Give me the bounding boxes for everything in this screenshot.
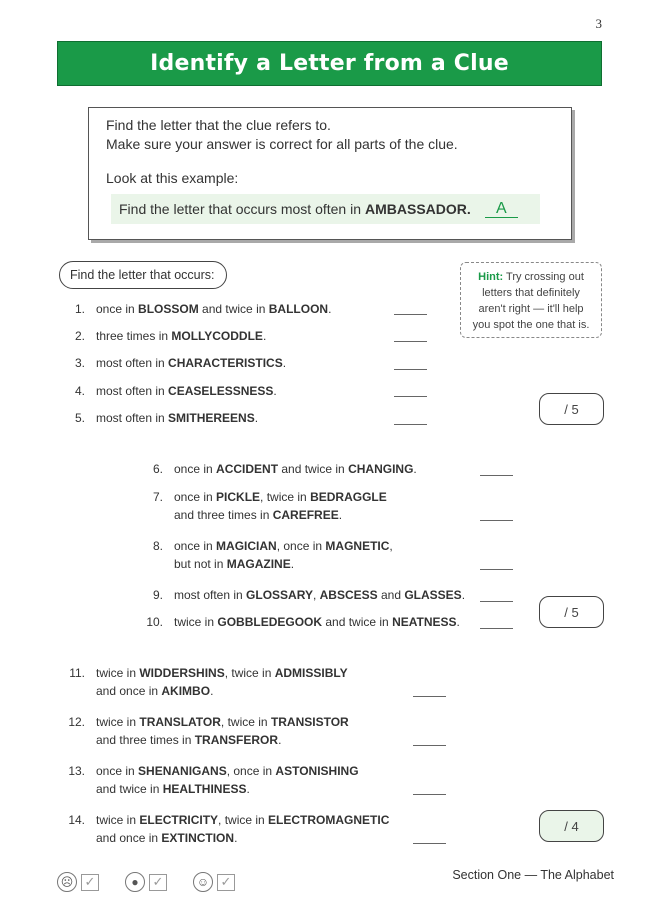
question-text: twice in TRANSLATOR, twice in TRANSISTOR and three times in TRANSFEROR. bbox=[96, 715, 349, 747]
question-number: 1. bbox=[74, 302, 85, 316]
answer-blank-3[interactable] bbox=[394, 369, 427, 370]
example-text: Find the letter that occurs most often in bbox=[119, 200, 362, 217]
example-word: AMBASSADOR. bbox=[365, 200, 471, 217]
checkbox-icon[interactable]: ✓ bbox=[81, 874, 99, 891]
title-bar bbox=[57, 41, 602, 86]
answer-blank-6[interactable] bbox=[480, 475, 513, 476]
checkbox-icon[interactable]: ✓ bbox=[217, 874, 235, 891]
rating-happy[interactable] bbox=[193, 872, 235, 892]
question-number: 3. bbox=[74, 356, 85, 370]
section-footer: Section One — The Alphabet bbox=[452, 868, 614, 882]
answer-blank-14[interactable] bbox=[413, 843, 446, 844]
score-box-2: / 5 bbox=[539, 596, 604, 628]
answer-blank-5[interactable] bbox=[394, 424, 427, 425]
page-number: 3 bbox=[595, 16, 602, 31]
question-number: 7. bbox=[152, 490, 163, 504]
question-text: twice in GOBBLEDEGOOK and twice in NEATNESS. bbox=[174, 615, 460, 629]
example-answer: A bbox=[485, 200, 518, 218]
question-number: 14. bbox=[68, 813, 85, 827]
question-number: 10. bbox=[146, 615, 163, 629]
question-prompt-label: Find the letter that occurs: bbox=[59, 261, 227, 289]
sad-face-icon: ☹ bbox=[57, 872, 77, 892]
score-box-1: / 5 bbox=[539, 393, 604, 425]
question-number: 13. bbox=[68, 764, 85, 778]
question-number: 8. bbox=[152, 539, 163, 553]
hint-text: you spot the one that is. bbox=[472, 319, 590, 331]
question-text: most often in GLOSSARY, ABSCESS and GLASSES. bbox=[174, 588, 466, 602]
question-text: twice in ELECTRICITY, twice in ELECTROMAGNETIC and once in EXTINCTION. bbox=[96, 813, 390, 845]
answer-blank-7[interactable] bbox=[480, 520, 513, 521]
happy-face-icon: ☺ bbox=[193, 872, 213, 892]
hint-text: Try crossing out bbox=[506, 271, 584, 283]
answer-blank-4[interactable] bbox=[394, 396, 427, 397]
question-text: most often in SMITHEREENS. bbox=[96, 411, 259, 425]
question-text: twice in WIDDERSHINS, twice in ADMISSIBLY and once in AKIMBO. bbox=[96, 666, 348, 698]
checkbox-icon[interactable]: ✓ bbox=[149, 874, 167, 891]
instruction-line: Find the letter that the clue refers to. bbox=[106, 117, 331, 133]
rating-neutral[interactable] bbox=[125, 872, 167, 892]
rating-sad[interactable] bbox=[57, 872, 99, 892]
answer-blank-9[interactable] bbox=[480, 601, 513, 602]
answer-blank-11[interactable] bbox=[413, 696, 446, 697]
answer-blank-13[interactable] bbox=[413, 794, 446, 795]
question-text: once in PICKLE, twice in BEDRAGGLE and three times in CAREFREE. bbox=[174, 490, 387, 522]
answer-blank-8[interactable] bbox=[480, 569, 513, 570]
neutral-face-icon: ● bbox=[125, 872, 145, 892]
hint-text: letters that definitely bbox=[482, 287, 580, 299]
hint-text: aren't right — it'll help bbox=[478, 303, 584, 315]
answer-blank-2[interactable] bbox=[394, 341, 427, 342]
question-text: once in BLOSSOM and twice in BALLOON. bbox=[96, 302, 332, 316]
hint-box bbox=[460, 262, 602, 338]
question-number: 2. bbox=[74, 329, 85, 343]
example-panel bbox=[111, 194, 540, 224]
score-box-3: / 4 bbox=[539, 810, 604, 842]
question-text: three times in MOLLYCODDLE. bbox=[96, 329, 267, 343]
answer-blank-12[interactable] bbox=[413, 745, 446, 746]
example-intro: Look at this example: bbox=[106, 170, 239, 186]
answer-blank-1[interactable] bbox=[394, 314, 427, 315]
question-number: 5. bbox=[74, 411, 85, 425]
question-number: 4. bbox=[74, 384, 85, 398]
page-title: Identify a Letter from a Clue bbox=[150, 51, 509, 76]
question-number: 6. bbox=[152, 462, 163, 476]
hint-label: Hint: bbox=[478, 271, 504, 283]
answer-blank-10[interactable] bbox=[480, 628, 513, 629]
question-text: most often in CHARACTERISTICS. bbox=[96, 356, 287, 370]
question-text: once in ACCIDENT and twice in CHANGING. bbox=[174, 462, 417, 476]
question-text: once in MAGICIAN, once in MAGNETIC, but not in MAGAZINE. bbox=[174, 539, 393, 571]
instructions-box bbox=[88, 107, 572, 240]
instruction-line: Make sure your answer is correct for all parts of the clue. bbox=[106, 136, 458, 152]
question-text: most often in CEASELESSNESS. bbox=[96, 384, 277, 398]
question-number: 9. bbox=[152, 588, 163, 602]
question-number: 12. bbox=[68, 715, 85, 729]
question-text: once in SHENANIGANS, once in ASTONISHING and twice in HEALTHINESS. bbox=[96, 764, 359, 796]
question-number: 11. bbox=[69, 666, 85, 680]
